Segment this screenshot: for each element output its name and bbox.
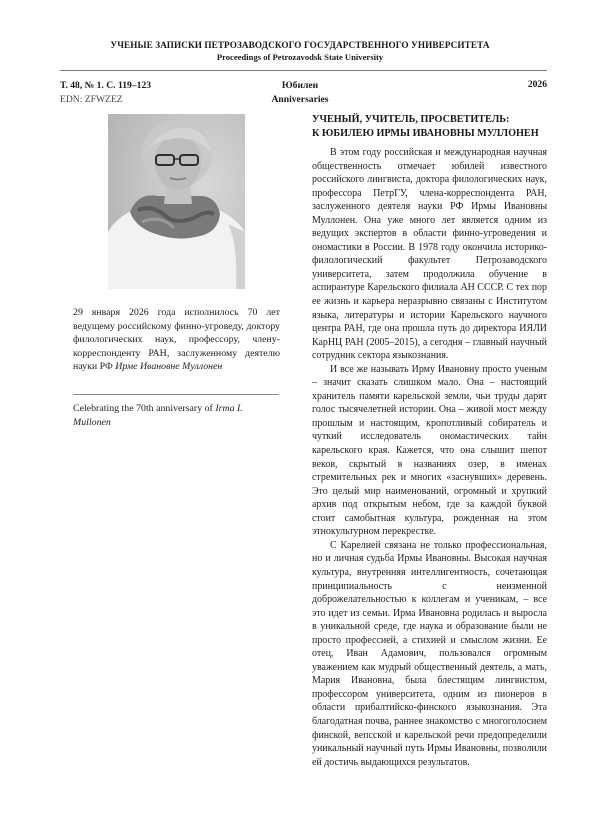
section-en: Anniversaries [271,94,329,105]
caption-english [73,402,280,429]
caption-divider [73,394,279,395]
article-body [312,146,547,769]
volume-pages: Т. 48, № 1. С. 119–123 [60,80,152,91]
caption-en-name: Irma I. Mullonen [73,403,243,428]
caption-ru-text: 29 января 2026 года исполнилось 70 лет ведущему российскому финно-угроведу, доктору филологических наук, профессору, члену-корреспонденту РАН, заслуженному деятелю науки РФ [73,307,280,373]
article-title-line-2: К ЮБИЛЕЮ ИРМЫ ИВАНОВНЫ МУЛЛОНЕН [312,128,539,139]
section-ru: Юбилеи [281,80,319,91]
header-divider [60,70,547,71]
section-heading [200,79,400,107]
issue-year: 2026 [527,79,547,90]
portrait-image-icon [108,114,245,289]
caption-russian [73,306,280,374]
article-paragraph: С Карелией связана не только профессиональная, но и личная судьба Ирмы Ивановны. Высокая научная культура, внутренняя интеллигентность, сочетающая принципиальность с неизменной доброжелательностью к коллегам и ученикам, – все это идет из семьи. Ирма Ивановна родилась и выросла в уникальной среде, где наука и образование были не просто профессией, а стихией и смыслом жизни. Ее отец, Иван Адамович, пользовался огромным уважением как мудрый общественный деятель, а мать, Мария Ивановна, была блестящим лингвистом, профессором университета, одним из пионеров в области прибалтийско-финского языкознания. Эта благодатная почва, раннее знакомство с многоголосием финской, вепсской и карельской речи предопределили уникальный научный путь Ирмы Ивановны, позволили ей достичь выдающихся результатов. [312,539,547,768]
journal-title: УЧЕНЫЕ ЗАПИСКИ ПЕТРОЗАВОДСКОГО ГОСУДАРСТВЕННОГО УНИВЕРСИТЕТА [110,40,490,50]
article-paragraph: И все же называть Ирму Ивановну просто ученым – значит сказать слишком мало. Она – настоящий хранитель памяти карельской земли, чьи труды дарят голос тысячелетней истории. Она – живой мост между прошлым и настоящим, кропотливый собиратель и чуткий исследователь ономастических тайн карельского края. Кажется, что она слышит шепот веков, скрытый в названиях озер, в именах стремительных рек и многих «заснувших» деревень. Это целый мир наименований, огромный и хрупкий архив под открытым небом, где за каждой буквой стоит самобытная культура, рожденная на этом этнокультурном перекрестке. [312,363,547,538]
edn-code: EDN: ZFWZEZ [60,94,123,105]
journal-subtitle: Proceedings of Petrozavodsk State University [216,52,384,62]
caption-en-text: Celebrating the 70th anniversary of [73,403,216,414]
article-title-line-1: УЧЕНЫЙ, УЧИТЕЛЬ, ПРОСВЕТИТЕЛЬ: [312,114,510,125]
article-title [312,113,552,141]
caption-ru-name: Ирме Ивановне Муллонен [115,361,223,373]
article-paragraph: В этом году российская и международная научная общественность отмечает юбилей известного российского лингвиста, доктора филологических наук, профессора ПетрГУ, члена-корреспондента РАН, заслуженного деятеля науки РФ Ирмы Ивановны Муллонен. Она уже много лет является одним из ведущих экспертов в области финно-угроведения и ономастики в России. В 1978 году окончила историко-филологический факультет Петрозаводского университета, затем продолжила обучение в аспирантуре Карельского филиала АН СССР. С тех пор ее жизнь и карьера неразрывно связаны с Институтом языка, литературы и истории Карельского научного центра РАН, где она прошла путь до директора ИЯЛИ КарНЦ РАН (2005–2015), а сегодня – главный научный сотрудник сектора языкознания. [312,147,547,362]
portrait-photo [108,114,245,289]
issue-meta [60,79,151,107]
